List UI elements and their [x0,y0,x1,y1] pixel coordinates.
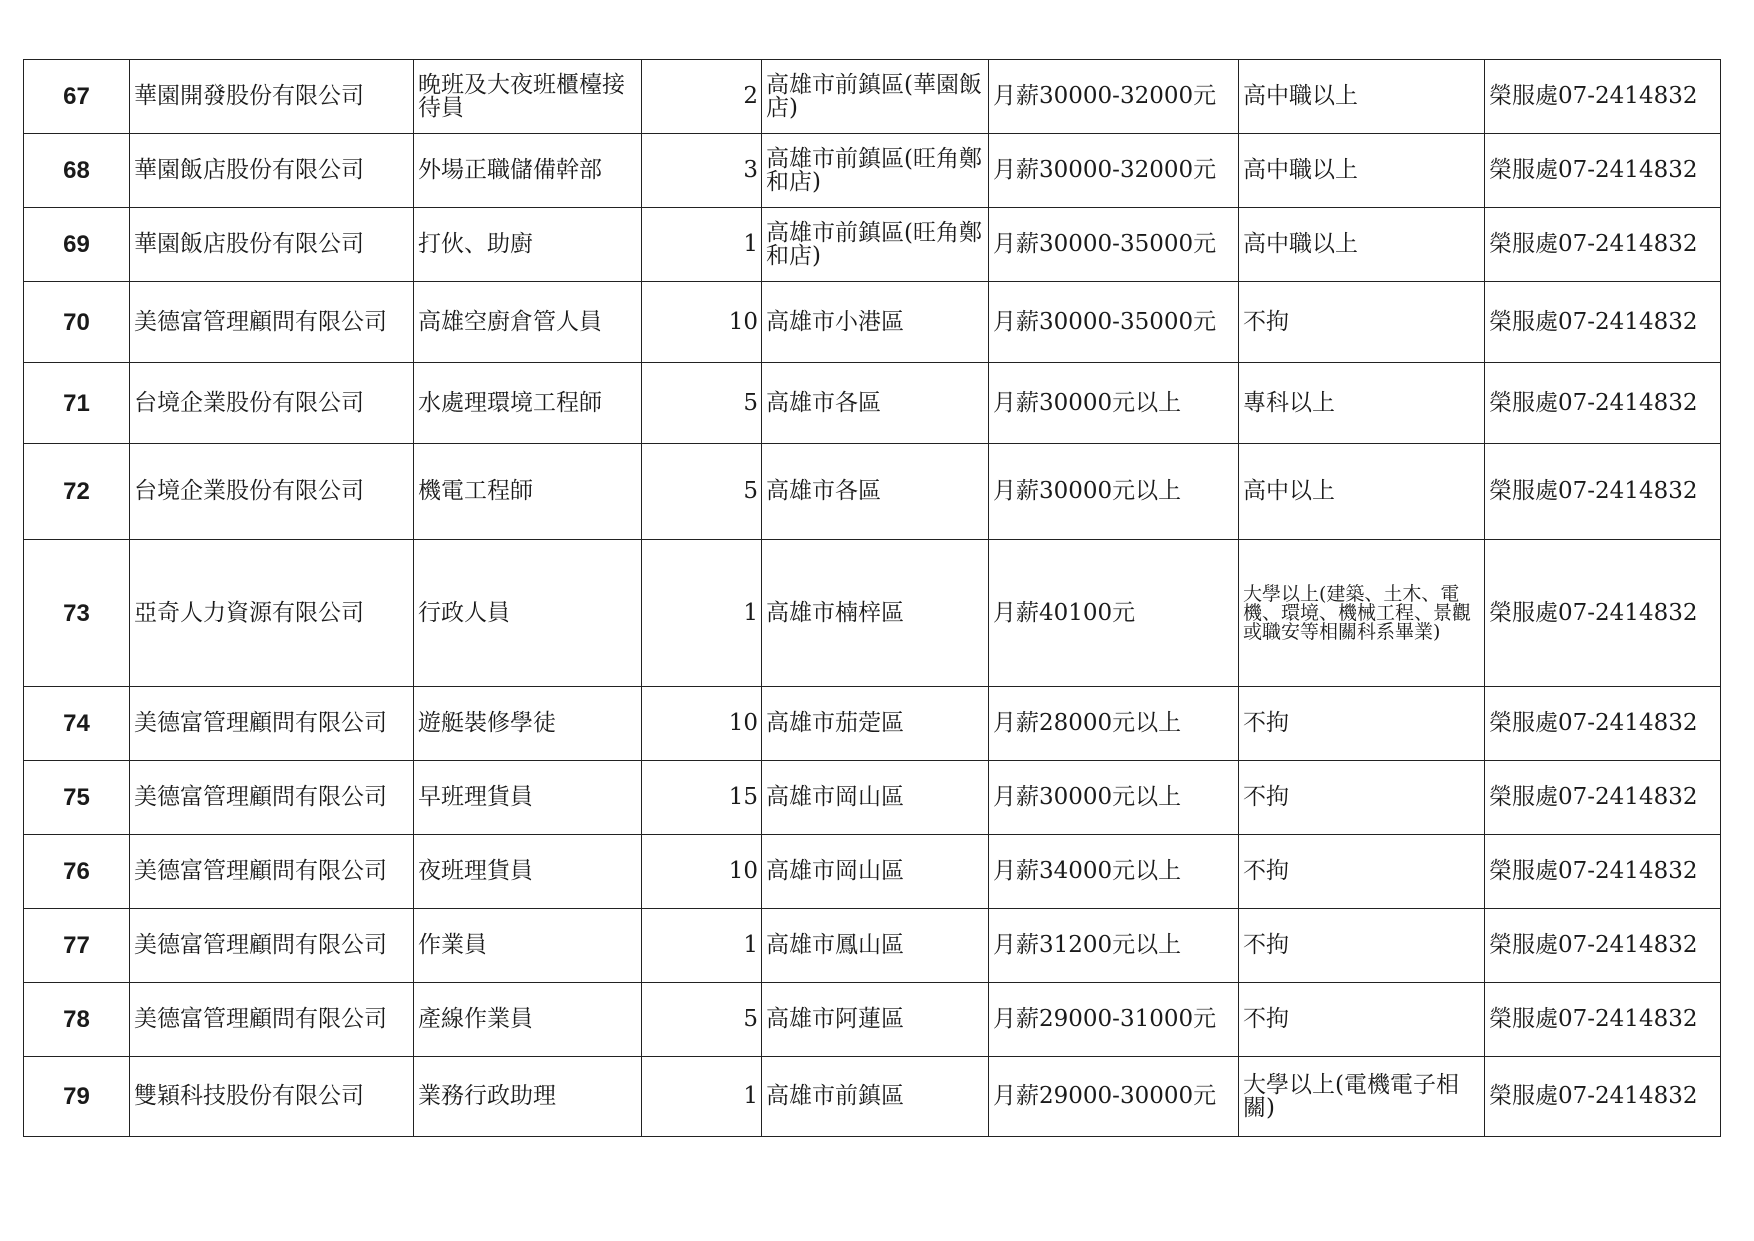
table-row [24,363,1721,444]
company-cell: 華園開發股份有限公司 [130,60,414,134]
contact-cell: 榮服處07-2414832 [1485,363,1721,444]
row-number-cell: 71 [24,363,130,444]
table-row [24,909,1721,983]
row-number-cell: 75 [24,761,130,835]
company-cell: 美德富管理顧問有限公司 [130,687,414,761]
salary-cell: 月薪30000-35000元 [989,282,1239,363]
row-number-cell: 73 [24,540,130,687]
headcount-cell: 15 [642,761,762,835]
salary-cell: 月薪30000元以上 [989,363,1239,444]
company-cell: 雙穎科技股份有限公司 [130,1057,414,1137]
headcount-cell: 1 [642,208,762,282]
location-cell: 高雄市各區 [762,444,989,540]
salary-cell: 月薪34000元以上 [989,835,1239,909]
education-cell: 高中職以上 [1239,208,1485,282]
job-title-cell: 行政人員 [414,540,642,687]
salary-cell: 月薪30000-32000元 [989,60,1239,134]
education-cell: 不拘 [1239,761,1485,835]
contact-cell: 榮服處07-2414832 [1485,282,1721,363]
company-cell: 美德富管理顧問有限公司 [130,835,414,909]
contact-cell: 榮服處07-2414832 [1485,208,1721,282]
headcount-cell: 1 [642,540,762,687]
contact-cell: 榮服處07-2414832 [1485,835,1721,909]
salary-cell: 月薪29000-31000元 [989,983,1239,1057]
job-title-cell: 晚班及大夜班櫃檯接待員 [414,60,642,134]
table-row [24,761,1721,835]
salary-cell: 月薪30000-35000元 [989,208,1239,282]
job-title-cell: 打伙、助廚 [414,208,642,282]
company-cell: 美德富管理顧問有限公司 [130,282,414,363]
company-cell: 美德富管理顧問有限公司 [130,761,414,835]
location-cell: 高雄市岡山區 [762,761,989,835]
location-cell: 高雄市前鎮區 [762,1057,989,1137]
row-number-cell: 79 [24,1057,130,1137]
education-cell: 高中職以上 [1239,60,1485,134]
job-title-cell: 機電工程師 [414,444,642,540]
company-cell: 華園飯店股份有限公司 [130,134,414,208]
education-cell: 高中以上 [1239,444,1485,540]
location-cell: 高雄市茄萣區 [762,687,989,761]
education-cell: 大學以上(電機電子相關) [1239,1057,1485,1137]
contact-cell: 榮服處07-2414832 [1485,983,1721,1057]
table-row [24,208,1721,282]
job-title-cell: 產線作業員 [414,983,642,1057]
job-listing-body [24,60,1721,1137]
table-row [24,1057,1721,1137]
row-number-cell: 68 [24,134,130,208]
location-cell: 高雄市鳳山區 [762,909,989,983]
salary-cell: 月薪29000-30000元 [989,1057,1239,1137]
salary-cell: 月薪30000元以上 [989,761,1239,835]
table-row [24,60,1721,134]
headcount-cell: 10 [642,687,762,761]
location-cell: 高雄市各區 [762,363,989,444]
contact-cell: 榮服處07-2414832 [1485,761,1721,835]
education-cell: 不拘 [1239,835,1485,909]
job-title-cell: 水處理環境工程師 [414,363,642,444]
headcount-cell: 10 [642,835,762,909]
row-number-cell: 78 [24,983,130,1057]
education-cell: 不拘 [1239,909,1485,983]
location-cell: 高雄市前鎮區(華園飯店) [762,60,989,134]
salary-cell: 月薪30000元以上 [989,444,1239,540]
job-title-cell: 作業員 [414,909,642,983]
company-cell: 亞奇人力資源有限公司 [130,540,414,687]
salary-cell: 月薪40100元 [989,540,1239,687]
location-cell: 高雄市楠梓區 [762,540,989,687]
contact-cell: 榮服處07-2414832 [1485,444,1721,540]
table-row [24,687,1721,761]
company-cell: 美德富管理顧問有限公司 [130,909,414,983]
contact-cell: 榮服處07-2414832 [1485,909,1721,983]
location-cell: 高雄市前鎮區(旺角鄭和店) [762,134,989,208]
row-number-cell: 77 [24,909,130,983]
location-cell: 高雄市小港區 [762,282,989,363]
company-cell: 華園飯店股份有限公司 [130,208,414,282]
job-title-cell: 夜班理貨員 [414,835,642,909]
row-number-cell: 67 [24,60,130,134]
table-row [24,835,1721,909]
job-title-cell: 業務行政助理 [414,1057,642,1137]
education-cell: 大學以上(建築、土木、電機、環境、機械工程、景觀或職安等相關科系畢業) [1239,540,1485,687]
contact-cell: 榮服處07-2414832 [1485,687,1721,761]
table-row [24,134,1721,208]
row-number-cell: 76 [24,835,130,909]
job-title-cell: 高雄空廚倉管人員 [414,282,642,363]
location-cell: 高雄市岡山區 [762,835,989,909]
education-cell: 高中職以上 [1239,134,1485,208]
headcount-cell: 10 [642,282,762,363]
location-cell: 高雄市前鎮區(旺角鄭和店) [762,208,989,282]
education-cell: 專科以上 [1239,363,1485,444]
contact-cell: 榮服處07-2414832 [1485,134,1721,208]
row-number-cell: 70 [24,282,130,363]
row-number-cell: 69 [24,208,130,282]
contact-cell: 榮服處07-2414832 [1485,540,1721,687]
education-cell: 不拘 [1239,282,1485,363]
headcount-cell: 5 [642,983,762,1057]
table-row [24,444,1721,540]
row-number-cell: 74 [24,687,130,761]
contact-cell: 榮服處07-2414832 [1485,1057,1721,1137]
row-number-cell: 72 [24,444,130,540]
job-title-cell: 外場正職儲備幹部 [414,134,642,208]
job-title-cell: 遊艇裝修學徒 [414,687,642,761]
salary-cell: 月薪31200元以上 [989,909,1239,983]
company-cell: 台境企業股份有限公司 [130,444,414,540]
education-cell: 不拘 [1239,983,1485,1057]
job-listing-table [23,59,1721,1137]
table-row [24,282,1721,363]
location-cell: 高雄市阿蓮區 [762,983,989,1057]
headcount-cell: 1 [642,1057,762,1137]
headcount-cell: 5 [642,444,762,540]
headcount-cell: 2 [642,60,762,134]
headcount-cell: 5 [642,363,762,444]
contact-cell: 榮服處07-2414832 [1485,60,1721,134]
table-row [24,540,1721,687]
salary-cell: 月薪30000-32000元 [989,134,1239,208]
headcount-cell: 1 [642,909,762,983]
job-title-cell: 早班理貨員 [414,761,642,835]
table-row [24,983,1721,1057]
headcount-cell: 3 [642,134,762,208]
company-cell: 美德富管理顧問有限公司 [130,983,414,1057]
company-cell: 台境企業股份有限公司 [130,363,414,444]
education-cell: 不拘 [1239,687,1485,761]
salary-cell: 月薪28000元以上 [989,687,1239,761]
